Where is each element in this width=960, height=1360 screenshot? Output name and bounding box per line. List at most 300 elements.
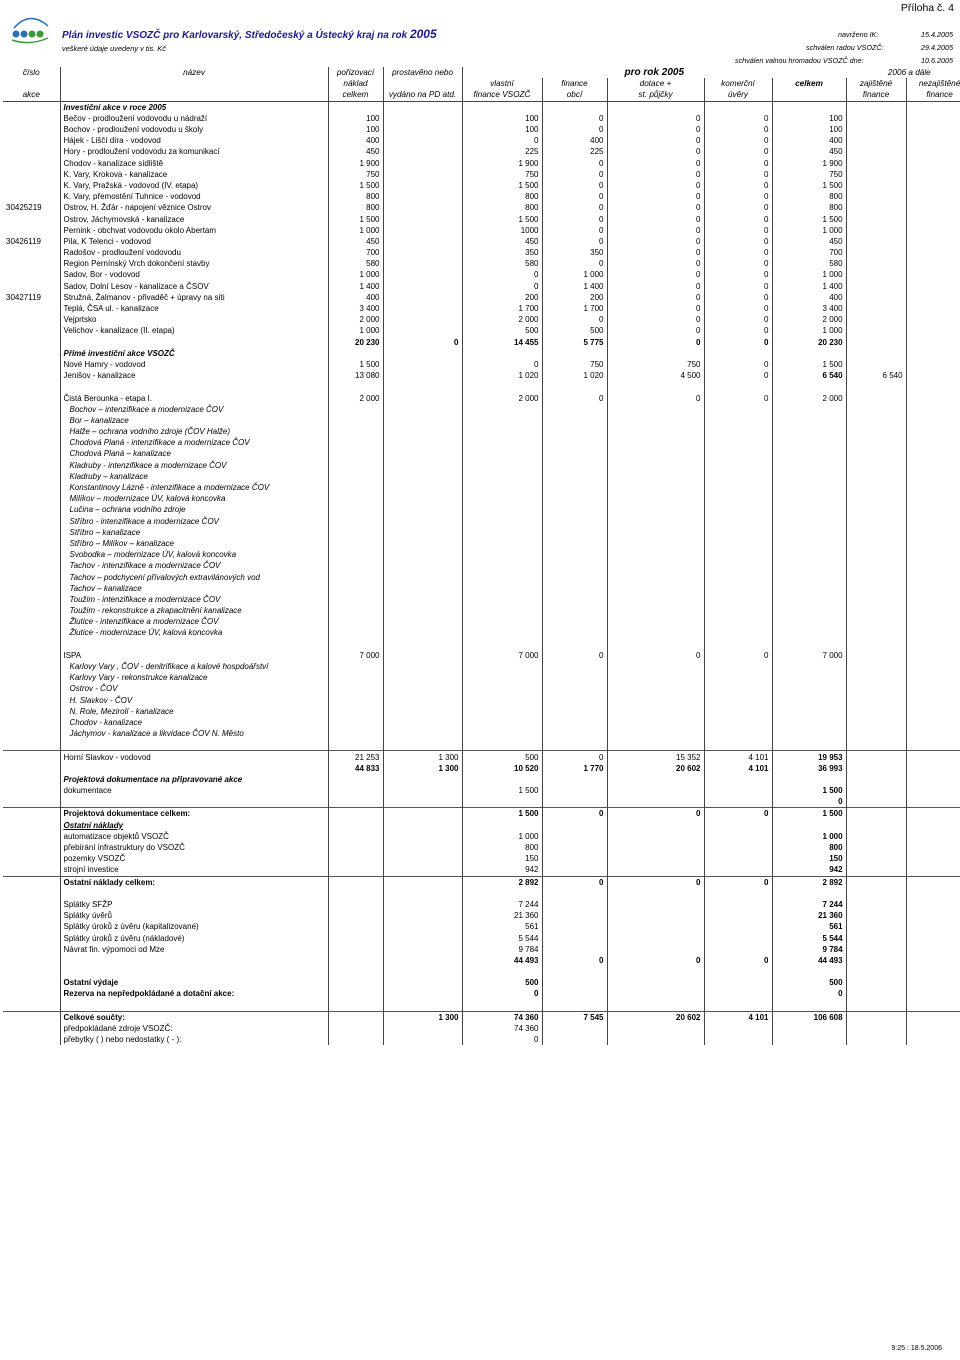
row-id	[3, 225, 60, 236]
table-row	[3, 728, 960, 739]
row-value	[906, 888, 960, 899]
row-value: 0	[704, 281, 772, 292]
row-id	[3, 101, 60, 113]
row-value: 0	[704, 808, 772, 820]
table-row	[3, 1034, 960, 1045]
row-value: 0	[704, 258, 772, 269]
row-name: Sadov, Dolní Lesov - kanalizace a ČSOV	[60, 281, 328, 292]
approval-label: schválen radou VSOZČ:	[806, 43, 884, 52]
row-value	[462, 516, 542, 527]
row-value	[542, 1034, 607, 1045]
table-row	[3, 683, 960, 694]
row-value	[846, 348, 906, 359]
row-value	[846, 1011, 906, 1023]
row-name: Splátky SFŽP	[60, 899, 328, 910]
row-value	[607, 672, 704, 683]
table-row	[3, 236, 960, 247]
row-name: předpokládané zdroje VSOZČ:	[60, 1023, 328, 1034]
row-value: 100	[328, 113, 383, 124]
row-value	[328, 796, 383, 808]
row-value	[383, 471, 462, 482]
row-value	[607, 627, 704, 638]
row-value: 0	[607, 169, 704, 180]
row-name: Vejprtsko	[60, 314, 328, 325]
row-name: N. Role, Mezirolí - kanalizace	[60, 706, 328, 717]
row-name: Horní Slavkov - vodovod	[60, 751, 328, 763]
row-value	[542, 381, 607, 392]
table-row	[3, 404, 960, 415]
row-id	[3, 639, 60, 650]
row-value: 800	[328, 191, 383, 202]
row-id	[3, 124, 60, 135]
row-value	[328, 504, 383, 515]
col-obci: obcí	[542, 89, 607, 101]
row-value: 0	[772, 796, 846, 808]
row-value	[542, 471, 607, 482]
row-value	[328, 616, 383, 627]
row-value	[542, 426, 607, 437]
row-value	[542, 437, 607, 448]
row-value	[383, 888, 462, 899]
row-value	[462, 796, 542, 808]
row-value	[906, 650, 960, 661]
row-value	[383, 695, 462, 706]
table-row	[3, 888, 960, 899]
row-name: Kladruby – kanalizace	[60, 471, 328, 482]
row-value	[383, 650, 462, 661]
row-value: 0	[704, 876, 772, 888]
table-row	[3, 180, 960, 191]
row-value	[542, 977, 607, 988]
row-value: 7 244	[462, 899, 542, 910]
row-id	[3, 808, 60, 820]
row-value	[462, 616, 542, 627]
row-value: 1 500	[328, 213, 383, 224]
row-value	[704, 944, 772, 955]
row-value	[328, 493, 383, 504]
row-value	[462, 404, 542, 415]
row-value	[704, 899, 772, 910]
table-row	[3, 966, 960, 977]
row-value	[328, 728, 383, 739]
row-value: 0	[542, 751, 607, 763]
row-value	[846, 899, 906, 910]
row-value: 0	[704, 191, 772, 202]
row-value	[846, 627, 906, 638]
row-value: 0	[607, 281, 704, 292]
row-value	[846, 113, 906, 124]
row-value: 0	[704, 225, 772, 236]
row-value	[607, 381, 704, 392]
row-value: 0	[607, 113, 704, 124]
row-value: 4 500	[607, 370, 704, 381]
row-value: 4 101	[704, 763, 772, 774]
row-value	[846, 538, 906, 549]
row-value: 0	[542, 258, 607, 269]
row-value: 0	[542, 213, 607, 224]
row-name: Chodová Planá – kanalizace	[60, 448, 328, 459]
row-value	[383, 774, 462, 785]
table-row	[3, 549, 960, 560]
row-value	[542, 101, 607, 113]
row-name	[60, 888, 328, 899]
row-value	[846, 560, 906, 571]
row-id	[3, 527, 60, 538]
row-value	[704, 966, 772, 977]
row-value	[542, 639, 607, 650]
row-value	[607, 571, 704, 582]
table-row	[3, 910, 960, 921]
row-value	[846, 842, 906, 853]
row-value	[328, 639, 383, 650]
row-value	[906, 1034, 960, 1045]
row-name: Stříbro – kanalizace	[60, 527, 328, 538]
row-value	[772, 717, 846, 728]
row-value	[462, 560, 542, 571]
row-value	[846, 337, 906, 348]
header-row-3	[3, 89, 960, 101]
row-value: 0	[607, 202, 704, 213]
row-id: 30426119	[3, 236, 60, 247]
table-row	[3, 560, 960, 571]
row-value	[906, 955, 960, 966]
row-value	[704, 426, 772, 437]
approval-label: schválen valnou hromadou VSOZČ dne:	[735, 56, 864, 65]
row-id	[3, 370, 60, 381]
row-value: 0	[704, 247, 772, 258]
row-value	[846, 191, 906, 202]
row-value	[846, 236, 906, 247]
row-value: 20 230	[772, 337, 846, 348]
row-id: 30427119	[3, 292, 60, 303]
row-value	[383, 325, 462, 336]
row-value	[906, 774, 960, 785]
row-value	[846, 404, 906, 415]
row-value	[704, 864, 772, 876]
row-value	[906, 549, 960, 560]
row-value	[607, 1023, 704, 1034]
row-value	[772, 605, 846, 616]
row-value	[607, 932, 704, 943]
row-value	[328, 706, 383, 717]
row-id	[3, 415, 60, 426]
row-value	[704, 560, 772, 571]
row-value	[704, 381, 772, 392]
row-value	[328, 977, 383, 988]
row-value	[383, 169, 462, 180]
row-value	[772, 966, 846, 977]
table-row	[3, 158, 960, 169]
row-value	[328, 516, 383, 527]
row-value	[383, 842, 462, 853]
row-name: Halže – ochrana vodního zdroje (ČOV Halže)	[60, 426, 328, 437]
table-row	[3, 616, 960, 627]
row-value	[383, 303, 462, 314]
row-value	[846, 955, 906, 966]
row-value	[542, 527, 607, 538]
row-value: 1 500	[328, 180, 383, 191]
col-uvery: úvěry	[704, 89, 772, 101]
col-komercni: komerční	[704, 78, 772, 89]
row-value	[542, 605, 607, 616]
row-value	[542, 864, 607, 876]
approval-date: 29.4.2005	[921, 43, 953, 52]
row-id	[3, 650, 60, 661]
row-value	[846, 180, 906, 191]
row-value	[846, 639, 906, 650]
row-value	[846, 448, 906, 459]
row-value	[906, 359, 960, 370]
row-value	[906, 1011, 960, 1023]
row-value	[704, 460, 772, 471]
row-value	[906, 605, 960, 616]
row-value	[704, 785, 772, 796]
row-value	[328, 932, 383, 943]
row-value	[846, 247, 906, 258]
row-value	[772, 706, 846, 717]
row-value	[906, 292, 960, 303]
row-value: 1 300	[383, 751, 462, 763]
row-value	[462, 527, 542, 538]
row-value	[607, 538, 704, 549]
row-id	[3, 605, 60, 616]
row-value: 580	[772, 258, 846, 269]
table-row	[3, 650, 960, 661]
row-value: 0	[542, 191, 607, 202]
row-name	[60, 796, 328, 808]
row-value	[383, 1000, 462, 1012]
row-value	[906, 1023, 960, 1034]
row-value	[383, 437, 462, 448]
row-value	[328, 864, 383, 876]
row-value	[542, 728, 607, 739]
row-name: Bochov – intenzifikace a modernizace ČOV	[60, 404, 328, 415]
row-value: 0	[704, 202, 772, 213]
row-value: 580	[462, 258, 542, 269]
row-name: Milíkov – modernizace ÚV, kalová koncovka	[60, 493, 328, 504]
table-row	[3, 426, 960, 437]
row-value	[704, 101, 772, 113]
row-value	[607, 695, 704, 706]
row-value	[704, 728, 772, 739]
table-row	[3, 213, 960, 224]
row-value: 750	[772, 169, 846, 180]
row-value: 7 000	[328, 650, 383, 661]
row-value	[383, 348, 462, 359]
row-value: 1 000	[542, 269, 607, 280]
row-value: 0	[704, 292, 772, 303]
row-name: automatizace objektů VSOZČ	[60, 831, 328, 842]
row-value	[772, 549, 846, 560]
row-value	[383, 853, 462, 864]
row-value	[542, 921, 607, 932]
row-value: 0	[704, 303, 772, 314]
row-value	[542, 560, 607, 571]
row-value	[704, 538, 772, 549]
row-value	[906, 471, 960, 482]
row-value	[846, 527, 906, 538]
row-name: Stříbro - intenzifikace a modernizace ČOV	[60, 516, 328, 527]
row-value	[607, 966, 704, 977]
row-id	[3, 988, 60, 999]
row-value: 200	[462, 292, 542, 303]
row-value: 0	[704, 359, 772, 370]
row-value	[462, 695, 542, 706]
col-prostaveno: prostavěno nebo	[383, 67, 462, 78]
col-nazev: název	[60, 67, 328, 78]
row-value	[383, 124, 462, 135]
row-value: 0	[607, 955, 704, 966]
row-value: 500	[462, 977, 542, 988]
row-name: Celkové součty:	[60, 1011, 328, 1023]
row-value	[846, 158, 906, 169]
row-value	[772, 560, 846, 571]
row-value	[383, 292, 462, 303]
row-value	[328, 831, 383, 842]
row-name: Tachov - intenzifikace a modernizace ČOV	[60, 560, 328, 571]
row-value	[383, 225, 462, 236]
row-value	[906, 977, 960, 988]
row-name: Projektová dokumentace na připravované akce	[60, 774, 328, 785]
row-value	[383, 493, 462, 504]
row-value	[846, 944, 906, 955]
row-name	[60, 739, 328, 751]
row-value	[328, 415, 383, 426]
table-row	[3, 437, 960, 448]
row-value	[607, 616, 704, 627]
row-value: 1 400	[542, 281, 607, 292]
row-value	[607, 560, 704, 571]
row-value	[383, 191, 462, 202]
row-value	[704, 415, 772, 426]
row-value	[607, 583, 704, 594]
row-value	[772, 527, 846, 538]
row-value	[383, 683, 462, 694]
row-value: 0	[704, 180, 772, 191]
row-value: 1 000	[462, 831, 542, 842]
row-value	[383, 516, 462, 527]
row-value	[383, 672, 462, 683]
row-value	[906, 516, 960, 527]
row-name	[60, 639, 328, 650]
row-value: 0	[542, 876, 607, 888]
row-value	[846, 146, 906, 157]
row-name: Žlutice - modernizace ÚV, kalová koncovka	[60, 627, 328, 638]
row-value: 1 000	[328, 325, 383, 336]
row-value	[542, 415, 607, 426]
row-value	[846, 292, 906, 303]
row-value: 0	[704, 169, 772, 180]
row-value	[772, 538, 846, 549]
row-value	[383, 202, 462, 213]
row-value: 0	[607, 236, 704, 247]
row-value	[462, 426, 542, 437]
row-value	[542, 627, 607, 638]
row-name: přebytky ( ) nebo nedostatky ( - ):	[60, 1034, 328, 1045]
row-name: přebírání infrastruktury do VSOZČ	[60, 842, 328, 853]
row-value	[462, 774, 542, 785]
row-value	[704, 1023, 772, 1034]
row-id	[3, 763, 60, 774]
row-value: 20 602	[607, 763, 704, 774]
row-value	[846, 774, 906, 785]
row-value	[704, 527, 772, 538]
row-value	[542, 616, 607, 627]
row-value	[383, 831, 462, 842]
col-zfinance: finance	[846, 89, 906, 101]
row-name: Toužim - intenzifikace a modernizace ČOV	[60, 594, 328, 605]
row-value	[607, 101, 704, 113]
row-name: Tachov – podchycení přívalových extravilánových vod	[60, 571, 328, 582]
row-value	[704, 1000, 772, 1012]
row-value	[846, 225, 906, 236]
row-value	[542, 683, 607, 694]
row-value: 1 500	[462, 213, 542, 224]
row-value: 0	[542, 314, 607, 325]
row-value	[328, 549, 383, 560]
row-value: 0	[607, 269, 704, 280]
row-value	[846, 605, 906, 616]
row-value	[846, 392, 906, 403]
row-value: 7 000	[462, 650, 542, 661]
col-st-pujcky: st. půjčky	[607, 89, 704, 101]
row-name	[60, 337, 328, 348]
row-value: 800	[772, 842, 846, 853]
table-row	[3, 169, 960, 180]
row-value: 0	[607, 124, 704, 135]
row-value	[906, 988, 960, 999]
table-row	[3, 921, 960, 932]
row-value: 1 020	[542, 370, 607, 381]
row-value	[906, 493, 960, 504]
table-row	[3, 672, 960, 683]
row-value	[704, 605, 772, 616]
row-name: strojní investice	[60, 864, 328, 876]
col-celkem: celkem	[772, 78, 846, 89]
row-value: 400	[542, 135, 607, 146]
table-row	[3, 314, 960, 325]
table-row	[3, 281, 960, 292]
row-value: 0	[607, 180, 704, 191]
row-value	[383, 571, 462, 582]
row-id	[3, 325, 60, 336]
table-row	[3, 348, 960, 359]
table-row	[3, 303, 960, 314]
row-value	[328, 1011, 383, 1023]
row-value	[462, 966, 542, 977]
table-row	[3, 269, 960, 280]
row-value: 450	[772, 236, 846, 247]
row-value	[542, 988, 607, 999]
row-value	[383, 1023, 462, 1034]
row-value	[906, 146, 960, 157]
row-id	[3, 1000, 60, 1012]
row-value: 400	[328, 135, 383, 146]
row-name	[60, 763, 328, 774]
col-nezajistene: nezajištěné	[906, 78, 960, 89]
row-id	[3, 359, 60, 370]
row-value: 800	[772, 191, 846, 202]
row-value: 9 784	[462, 944, 542, 955]
table-row	[3, 471, 960, 482]
row-value	[704, 717, 772, 728]
row-value	[846, 101, 906, 113]
row-value: 6 540	[772, 370, 846, 381]
table-row	[3, 415, 960, 426]
row-value: 1 400	[772, 281, 846, 292]
row-value	[607, 864, 704, 876]
row-value	[383, 180, 462, 191]
